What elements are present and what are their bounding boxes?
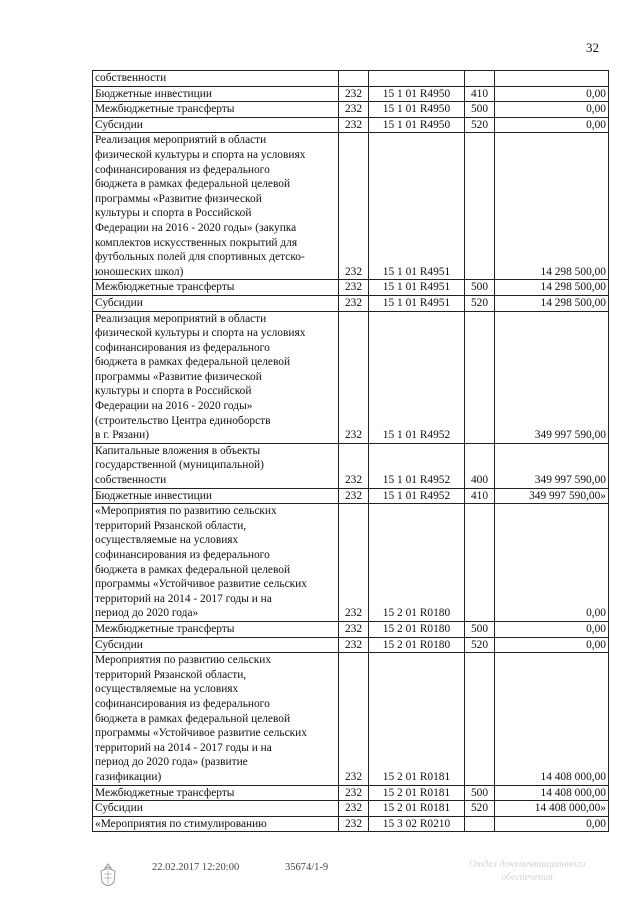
- row-code-cell: 232: [339, 816, 369, 832]
- row-expense-type-cell: 500: [465, 280, 495, 296]
- row-expense-type-cell: 520: [465, 637, 495, 653]
- row-classifier-cell: 15 2 01 R0180: [369, 504, 465, 622]
- row-code-cell: 232: [339, 133, 369, 280]
- row-expense-type-cell: [465, 71, 495, 87]
- row-expense-type-cell: 520: [465, 117, 495, 133]
- row-code-cell: 232: [339, 117, 369, 133]
- footer-datetime: 22.02.2017 12:20:00: [152, 862, 240, 873]
- table-row: [93, 280, 609, 296]
- row-code-cell: [339, 71, 369, 87]
- row-classifier-cell: 15 1 01 R4951: [369, 280, 465, 296]
- row-expense-type-cell: [465, 133, 495, 280]
- row-code-cell: 232: [339, 801, 369, 817]
- row-classifier-cell: 15 2 01 R0181: [369, 653, 465, 785]
- watermark-line: Отдел документационного: [468, 859, 586, 870]
- row-name-cell: Субсидии: [93, 117, 339, 133]
- row-amount-cell: 349 997 590,00»: [495, 488, 609, 504]
- row-code-cell: 232: [339, 102, 369, 118]
- row-expense-type-cell: 410: [465, 488, 495, 504]
- table-row: [93, 488, 609, 504]
- row-amount-cell: 14 298 500,00: [495, 280, 609, 296]
- row-amount-cell: 0,00: [495, 504, 609, 622]
- table-row: [93, 102, 609, 118]
- table-row: [93, 443, 609, 488]
- row-code-cell: 232: [339, 280, 369, 296]
- row-name-cell: Субсидии: [93, 801, 339, 817]
- row-name-cell: «Мероприятия по развитию сельских территорий Рязанской области, осуществляемые на условиях софинансирования из федерального бюджета в рамках федеральной целевой программы «Устойчивое развитие сельских территорий на 2014 - 2017 годы и на период до 2020 года»: [93, 504, 339, 622]
- row-code-cell: 232: [339, 311, 369, 443]
- emblem-icon: [97, 862, 119, 892]
- row-classifier-cell: 15 1 01 R4950: [369, 117, 465, 133]
- row-expense-type-cell: [465, 653, 495, 785]
- table-row: [93, 311, 609, 443]
- row-name-cell: Субсидии: [93, 295, 339, 311]
- row-name-cell: Реализация мероприятий в области физической культуры и спорта на условиях софинансирования из федерального бюджета в рамках федеральной целевой программы «Развитие физической культуры и спорта в Российской Федерации на 2016 - 2020 годы» (строительство Центра единоборств в г. Рязани): [93, 311, 339, 443]
- row-amount-cell: 0,00: [495, 102, 609, 118]
- row-amount-cell: 0,00: [495, 621, 609, 637]
- table-row: [93, 71, 609, 87]
- table-row: [93, 621, 609, 637]
- row-amount-cell: 0,00: [495, 816, 609, 832]
- table-row: [93, 653, 609, 785]
- row-classifier-cell: 15 1 01 R4951: [369, 295, 465, 311]
- row-name-cell: Капитальные вложения в объекты государственной (муниципальной) собственности: [93, 443, 339, 488]
- row-code-cell: 232: [339, 504, 369, 622]
- row-amount-cell: 14 408 000,00: [495, 653, 609, 785]
- row-code-cell: 232: [339, 443, 369, 488]
- row-classifier-cell: 15 1 01 R4952: [369, 311, 465, 443]
- row-amount-cell: 349 997 590,00: [495, 443, 609, 488]
- row-code-cell: 232: [339, 785, 369, 801]
- row-name-cell: Мероприятия по развитию сельских территорий Рязанской области, осуществляемые на условиях софинансирования из федерального бюджета в рамках федеральной целевой программы «Устойчивое развитие сельских территорий на 2014 - 2017 годы и на период до 2020 года» (развитие газификации): [93, 653, 339, 785]
- row-classifier-cell: 15 3 02 R0210: [369, 816, 465, 832]
- row-expense-type-cell: 410: [465, 86, 495, 102]
- row-classifier-cell: 15 2 01 R0180: [369, 621, 465, 637]
- row-amount-cell: 14 408 000,00: [495, 785, 609, 801]
- row-code-cell: 232: [339, 637, 369, 653]
- row-amount-cell: 0,00: [495, 86, 609, 102]
- budget-table: [92, 70, 609, 832]
- row-amount-cell: 14 408 000,00»: [495, 801, 609, 817]
- table-row: [93, 801, 609, 817]
- row-name-cell: собственности: [93, 71, 339, 87]
- table-row: [93, 785, 609, 801]
- watermark-stamp: [452, 858, 602, 884]
- footer-doc-code: 35674/1-9: [285, 862, 329, 873]
- row-amount-cell: 14 298 500,00: [495, 295, 609, 311]
- row-expense-type-cell: 500: [465, 785, 495, 801]
- row-classifier-cell: 15 2 01 R0181: [369, 801, 465, 817]
- row-amount-cell: [495, 71, 609, 87]
- row-code-cell: 232: [339, 621, 369, 637]
- row-name-cell: «Мероприятия по стимулированию: [93, 816, 339, 832]
- row-classifier-cell: 15 2 01 R0180: [369, 637, 465, 653]
- row-classifier-cell: [369, 71, 465, 87]
- row-expense-type-cell: 500: [465, 102, 495, 118]
- page-footer: [0, 856, 640, 896]
- row-name-cell: Межбюджетные трансферты: [93, 280, 339, 296]
- watermark-line: обеспечения: [501, 872, 553, 883]
- row-classifier-cell: 15 2 01 R0181: [369, 785, 465, 801]
- row-name-cell: Бюджетные инвестиции: [93, 488, 339, 504]
- page-number: 32: [586, 40, 599, 55]
- row-amount-cell: 0,00: [495, 117, 609, 133]
- row-expense-type-cell: 500: [465, 621, 495, 637]
- row-classifier-cell: 15 1 01 R4952: [369, 488, 465, 504]
- table-row: [93, 117, 609, 133]
- row-name-cell: Межбюджетные трансферты: [93, 102, 339, 118]
- row-classifier-cell: 15 1 01 R4952: [369, 443, 465, 488]
- row-code-cell: 232: [339, 488, 369, 504]
- row-code-cell: 232: [339, 86, 369, 102]
- row-name-cell: Субсидии: [93, 637, 339, 653]
- row-name-cell: Межбюджетные трансферты: [93, 785, 339, 801]
- row-classifier-cell: 15 1 01 R4950: [369, 102, 465, 118]
- row-expense-type-cell: [465, 816, 495, 832]
- row-classifier-cell: 15 1 01 R4951: [369, 133, 465, 280]
- table-row: [93, 504, 609, 622]
- table-row: [93, 816, 609, 832]
- row-name-cell: Межбюджетные трансферты: [93, 621, 339, 637]
- row-expense-type-cell: 400: [465, 443, 495, 488]
- row-expense-type-cell: [465, 311, 495, 443]
- row-classifier-cell: 15 1 01 R4950: [369, 86, 465, 102]
- row-code-cell: 232: [339, 653, 369, 785]
- row-code-cell: 232: [339, 295, 369, 311]
- table-row: [93, 295, 609, 311]
- row-name-cell: Бюджетные инвестиции: [93, 86, 339, 102]
- table-row: [93, 637, 609, 653]
- row-expense-type-cell: 520: [465, 801, 495, 817]
- row-expense-type-cell: 520: [465, 295, 495, 311]
- row-name-cell: Реализация мероприятий в области физической культуры и спорта на условиях софинансирования из федерального бюджета в рамках федеральной целевой программы «Развитие физической культуры и спорта в Российской Федерации на 2016 - 2020 годы» (закупка комплектов искусственных покрытий для футбольных полей для спортивных детско- юношеских школ): [93, 133, 339, 280]
- table-row: [93, 86, 609, 102]
- row-expense-type-cell: [465, 504, 495, 622]
- row-amount-cell: 0,00: [495, 637, 609, 653]
- table-row: [93, 133, 609, 280]
- row-amount-cell: 14 298 500,00: [495, 133, 609, 280]
- row-amount-cell: 349 997 590,00: [495, 311, 609, 443]
